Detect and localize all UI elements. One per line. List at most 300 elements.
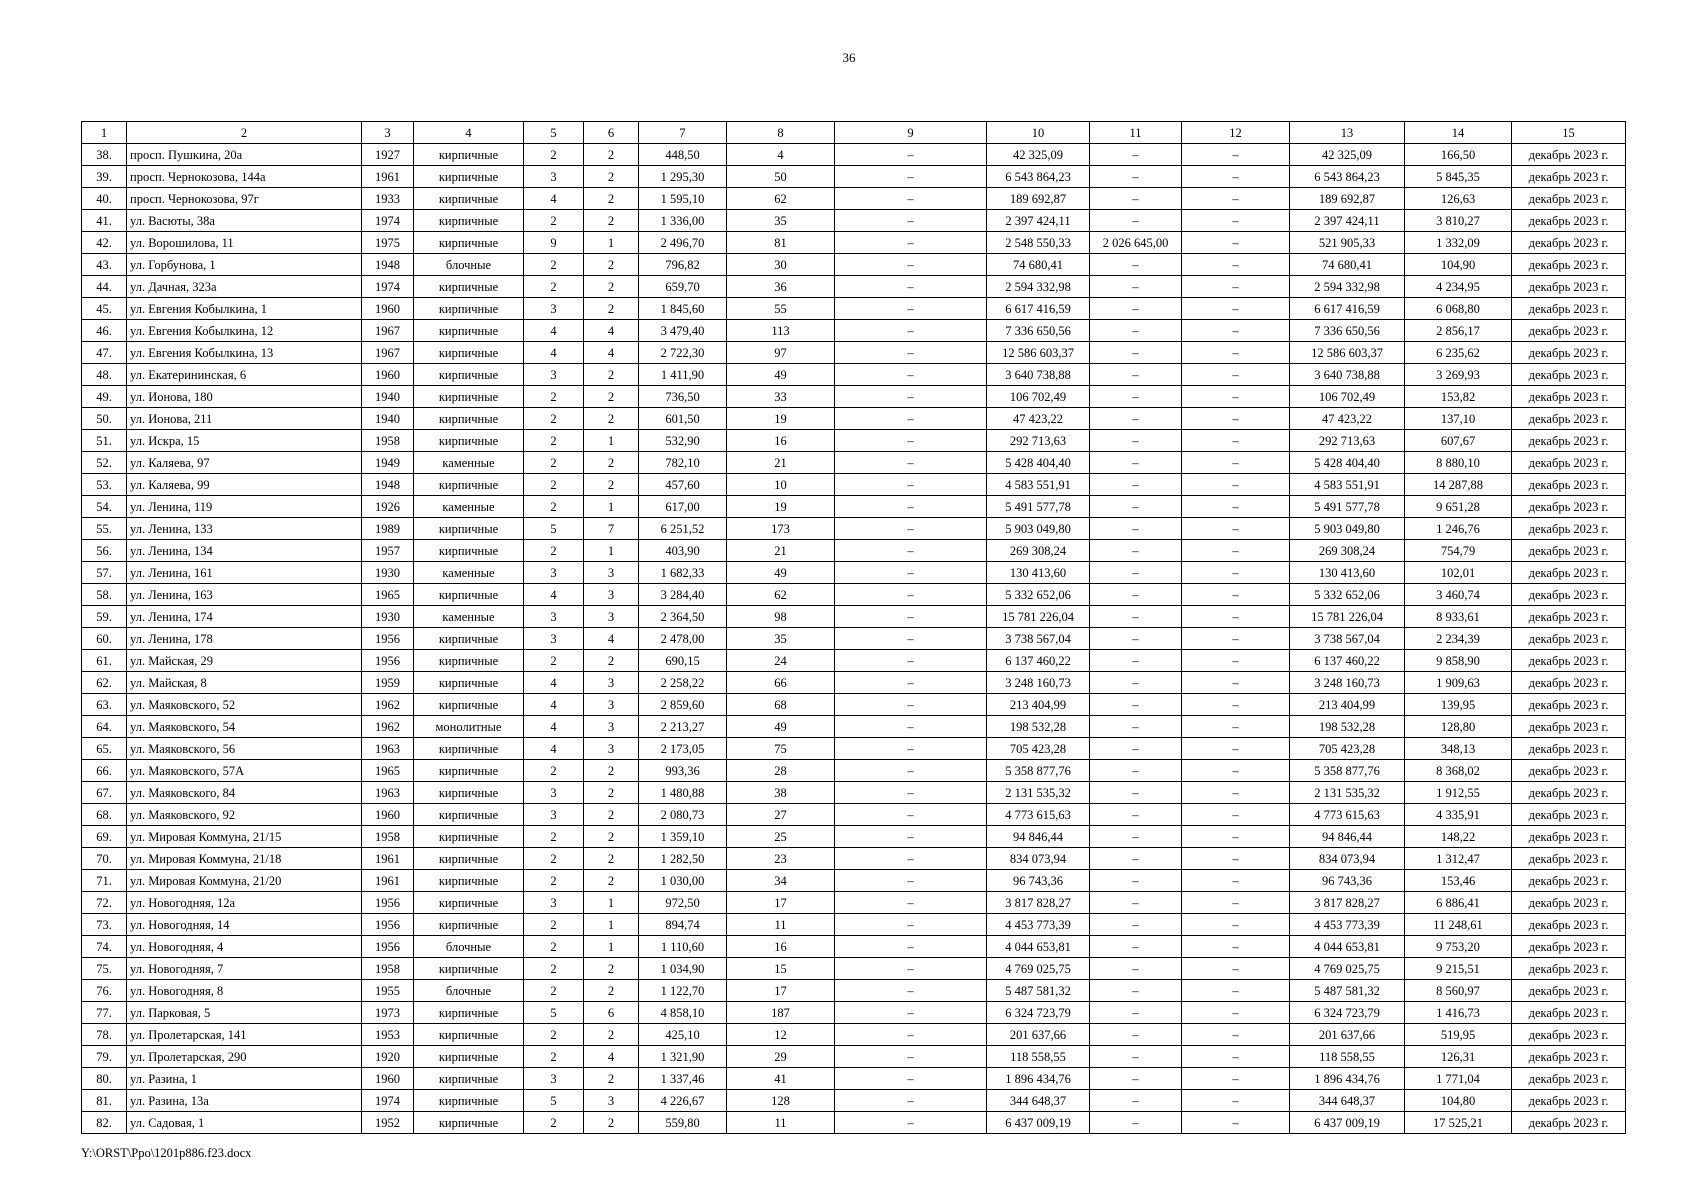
cell-completion-date: декабрь 2023 г. xyxy=(1512,672,1626,694)
cell-total-area: 2 258,22 xyxy=(639,672,727,694)
cell-address: ул. Евгения Кобылкина, 13 xyxy=(127,342,362,364)
cell-col-13: 4 773 615,63 xyxy=(1290,804,1405,826)
cell-residents: 30 xyxy=(727,254,835,276)
cell-row-number: 57. xyxy=(82,562,127,584)
cell-row-number: 60. xyxy=(82,628,127,650)
cell-col-10: 4 044 653,81 xyxy=(987,936,1090,958)
cell-col-10: 6 437 009,19 xyxy=(987,1112,1090,1134)
cell-row-number: 42. xyxy=(82,232,127,254)
cell-address: ул. Искра, 15 xyxy=(127,430,362,452)
cell-completion-date: декабрь 2023 г. xyxy=(1512,826,1626,848)
cell-col-11: – xyxy=(1090,452,1182,474)
cell-completion-date: декабрь 2023 г. xyxy=(1512,1002,1626,1024)
cell-col-14: 6 886,41 xyxy=(1405,892,1512,914)
cell-completion-date: декабрь 2023 г. xyxy=(1512,1046,1626,1068)
cell-residents: 55 xyxy=(727,298,835,320)
cell-floors: 4 xyxy=(524,738,584,760)
cell-floors: 2 xyxy=(524,496,584,518)
cell-residents: 11 xyxy=(727,914,835,936)
cell-wall-material: кирпичные xyxy=(414,1090,524,1112)
cell-wall-material: кирпичные xyxy=(414,342,524,364)
cell-col-12: – xyxy=(1182,672,1290,694)
cell-col-10: 5 358 877,76 xyxy=(987,760,1090,782)
cell-address: ул. Каляева, 97 xyxy=(127,452,362,474)
column-header-12: 12 xyxy=(1182,122,1290,144)
cell-row-number: 47. xyxy=(82,342,127,364)
table-row xyxy=(82,606,1626,628)
cell-col-13: 292 713,63 xyxy=(1290,430,1405,452)
cell-col-12: – xyxy=(1182,518,1290,540)
cell-address: ул. Ленина, 174 xyxy=(127,606,362,628)
cell-col-11: – xyxy=(1090,342,1182,364)
cell-wall-material: каменные xyxy=(414,562,524,584)
cell-address: ул. Ленина, 161 xyxy=(127,562,362,584)
cell-col-9: – xyxy=(835,232,987,254)
cell-wall-material: кирпичные xyxy=(414,782,524,804)
cell-completion-date: декабрь 2023 г. xyxy=(1512,1068,1626,1090)
cell-row-number: 46. xyxy=(82,320,127,342)
cell-col-12: – xyxy=(1182,694,1290,716)
cell-entrances: 1 xyxy=(584,936,639,958)
cell-col-12: – xyxy=(1182,1046,1290,1068)
cell-col-10: 15 781 226,04 xyxy=(987,606,1090,628)
cell-col-12: – xyxy=(1182,980,1290,1002)
cell-address: ул. Каляева, 99 xyxy=(127,474,362,496)
table-row xyxy=(82,144,1626,166)
cell-col-13: 3 738 567,04 xyxy=(1290,628,1405,650)
cell-year-built: 1960 xyxy=(362,364,414,386)
cell-row-number: 72. xyxy=(82,892,127,914)
cell-wall-material: кирпичные xyxy=(414,298,524,320)
cell-year-built: 1948 xyxy=(362,254,414,276)
cell-floors: 3 xyxy=(524,804,584,826)
cell-year-built: 1961 xyxy=(362,848,414,870)
cell-entrances: 2 xyxy=(584,760,639,782)
table-row xyxy=(82,760,1626,782)
cell-col-9: – xyxy=(835,408,987,430)
column-header-11: 11 xyxy=(1090,122,1182,144)
cell-floors: 2 xyxy=(524,958,584,980)
table-row xyxy=(82,452,1626,474)
cell-col-13: 521 905,33 xyxy=(1290,232,1405,254)
cell-total-area: 2 213,27 xyxy=(639,716,727,738)
cell-row-number: 64. xyxy=(82,716,127,738)
cell-address: ул. Ленина, 133 xyxy=(127,518,362,540)
cell-completion-date: декабрь 2023 г. xyxy=(1512,914,1626,936)
cell-col-10: 12 586 603,37 xyxy=(987,342,1090,364)
cell-col-12: – xyxy=(1182,166,1290,188)
cell-entrances: 2 xyxy=(584,386,639,408)
table-row xyxy=(82,254,1626,276)
cell-total-area: 1 110,60 xyxy=(639,936,727,958)
cell-completion-date: декабрь 2023 г. xyxy=(1512,518,1626,540)
cell-col-11: – xyxy=(1090,408,1182,430)
cell-address: ул. Новогодняя, 14 xyxy=(127,914,362,936)
cell-col-9: – xyxy=(835,650,987,672)
cell-col-13: 6 617 416,59 xyxy=(1290,298,1405,320)
cell-total-area: 1 336,00 xyxy=(639,210,727,232)
cell-col-9: – xyxy=(835,342,987,364)
cell-col-14: 126,31 xyxy=(1405,1046,1512,1068)
cell-total-area: 425,10 xyxy=(639,1024,727,1046)
cell-entrances: 3 xyxy=(584,672,639,694)
cell-col-9: – xyxy=(835,188,987,210)
table-row xyxy=(82,518,1626,540)
cell-address: ул. Маяковского, 52 xyxy=(127,694,362,716)
cell-col-13: 2 131 535,32 xyxy=(1290,782,1405,804)
cell-total-area: 690,15 xyxy=(639,650,727,672)
cell-entrances: 3 xyxy=(584,606,639,628)
cell-wall-material: каменные xyxy=(414,452,524,474)
cell-year-built: 1953 xyxy=(362,1024,414,1046)
cell-address: ул. Пролетарская, 141 xyxy=(127,1024,362,1046)
cell-entrances: 2 xyxy=(584,188,639,210)
cell-wall-material: кирпичные xyxy=(414,320,524,342)
cell-residents: 128 xyxy=(727,1090,835,1112)
cell-row-number: 67. xyxy=(82,782,127,804)
cell-wall-material: блочные xyxy=(414,254,524,276)
cell-col-10: 834 073,94 xyxy=(987,848,1090,870)
cell-col-12: – xyxy=(1182,914,1290,936)
cell-address: просп. Чернокозова, 144а xyxy=(127,166,362,188)
column-header-13: 13 xyxy=(1290,122,1405,144)
cell-year-built: 1962 xyxy=(362,716,414,738)
cell-entrances: 2 xyxy=(584,826,639,848)
cell-col-10: 2 397 424,11 xyxy=(987,210,1090,232)
cell-residents: 15 xyxy=(727,958,835,980)
cell-col-14: 6 068,80 xyxy=(1405,298,1512,320)
cell-col-10: 6 543 864,23 xyxy=(987,166,1090,188)
cell-col-12: – xyxy=(1182,496,1290,518)
cell-col-14: 1 332,09 xyxy=(1405,232,1512,254)
table-row xyxy=(82,364,1626,386)
cell-col-14: 3 810,27 xyxy=(1405,210,1512,232)
cell-floors: 2 xyxy=(524,210,584,232)
column-header-1: 1 xyxy=(82,122,127,144)
cell-col-11: – xyxy=(1090,936,1182,958)
cell-row-number: 50. xyxy=(82,408,127,430)
cell-wall-material: монолитные xyxy=(414,716,524,738)
table-row xyxy=(82,694,1626,716)
cell-col-12: – xyxy=(1182,738,1290,760)
cell-col-14: 8 368,02 xyxy=(1405,760,1512,782)
cell-entrances: 2 xyxy=(584,980,639,1002)
cell-col-10: 3 817 828,27 xyxy=(987,892,1090,914)
cell-floors: 2 xyxy=(524,1024,584,1046)
table-row xyxy=(82,276,1626,298)
cell-col-9: – xyxy=(835,254,987,276)
cell-address: ул. Новогодняя, 7 xyxy=(127,958,362,980)
table-row xyxy=(82,232,1626,254)
cell-col-11: – xyxy=(1090,628,1182,650)
cell-col-12: – xyxy=(1182,452,1290,474)
cell-wall-material: кирпичные xyxy=(414,408,524,430)
cell-col-9: – xyxy=(835,1024,987,1046)
cell-floors: 2 xyxy=(524,914,584,936)
cell-col-13: 5 487 581,32 xyxy=(1290,980,1405,1002)
cell-entrances: 6 xyxy=(584,1002,639,1024)
cell-wall-material: кирпичные xyxy=(414,958,524,980)
cell-residents: 24 xyxy=(727,650,835,672)
cell-address: ул. Маяковского, 54 xyxy=(127,716,362,738)
cell-wall-material: кирпичные xyxy=(414,276,524,298)
cell-completion-date: декабрь 2023 г. xyxy=(1512,408,1626,430)
cell-total-area: 736,50 xyxy=(639,386,727,408)
cell-address: ул. Майская, 29 xyxy=(127,650,362,672)
cell-residents: 17 xyxy=(727,980,835,1002)
cell-col-12: – xyxy=(1182,650,1290,672)
table-row xyxy=(82,1002,1626,1024)
cell-row-number: 49. xyxy=(82,386,127,408)
cell-col-13: 269 308,24 xyxy=(1290,540,1405,562)
cell-col-14: 126,63 xyxy=(1405,188,1512,210)
cell-col-13: 213 404,99 xyxy=(1290,694,1405,716)
cell-year-built: 1967 xyxy=(362,320,414,342)
cell-col-12: – xyxy=(1182,958,1290,980)
cell-entrances: 4 xyxy=(584,1046,639,1068)
table-row xyxy=(82,804,1626,826)
cell-completion-date: декабрь 2023 г. xyxy=(1512,540,1626,562)
cell-col-13: 5 428 404,40 xyxy=(1290,452,1405,474)
cell-col-9: – xyxy=(835,848,987,870)
cell-address: просп. Пушкина, 20а xyxy=(127,144,362,166)
cell-residents: 98 xyxy=(727,606,835,628)
cell-col-10: 5 332 652,06 xyxy=(987,584,1090,606)
cell-col-11: – xyxy=(1090,562,1182,584)
cell-completion-date: декабрь 2023 г. xyxy=(1512,276,1626,298)
cell-col-13: 189 692,87 xyxy=(1290,188,1405,210)
cell-residents: 62 xyxy=(727,584,835,606)
cell-total-area: 659,70 xyxy=(639,276,727,298)
cell-col-10: 6 137 460,22 xyxy=(987,650,1090,672)
cell-entrances: 1 xyxy=(584,892,639,914)
table-row xyxy=(82,672,1626,694)
cell-floors: 2 xyxy=(524,1112,584,1134)
cell-total-area: 1 030,00 xyxy=(639,870,727,892)
cell-wall-material: кирпичные xyxy=(414,628,524,650)
table-row xyxy=(82,474,1626,496)
cell-col-12: – xyxy=(1182,320,1290,342)
cell-year-built: 1973 xyxy=(362,1002,414,1024)
cell-col-14: 11 248,61 xyxy=(1405,914,1512,936)
header-row xyxy=(82,122,1626,144)
cell-col-12: – xyxy=(1182,760,1290,782)
table-row xyxy=(82,848,1626,870)
cell-col-12: – xyxy=(1182,386,1290,408)
cell-residents: 19 xyxy=(727,496,835,518)
cell-floors: 2 xyxy=(524,474,584,496)
cell-floors: 4 xyxy=(524,716,584,738)
table-row xyxy=(82,738,1626,760)
cell-wall-material: кирпичные xyxy=(414,364,524,386)
cell-col-14: 754,79 xyxy=(1405,540,1512,562)
cell-col-9: – xyxy=(835,562,987,584)
cell-col-13: 6 137 460,22 xyxy=(1290,650,1405,672)
cell-address: ул. Майская, 8 xyxy=(127,672,362,694)
cell-col-11: – xyxy=(1090,1090,1182,1112)
cell-col-13: 4 044 653,81 xyxy=(1290,936,1405,958)
cell-address: ул. Парковая, 5 xyxy=(127,1002,362,1024)
cell-year-built: 1940 xyxy=(362,386,414,408)
cell-col-13: 130 413,60 xyxy=(1290,562,1405,584)
cell-col-11: – xyxy=(1090,892,1182,914)
cell-residents: 33 xyxy=(727,386,835,408)
cell-col-10: 74 680,41 xyxy=(987,254,1090,276)
cell-col-13: 5 491 577,78 xyxy=(1290,496,1405,518)
cell-year-built: 1961 xyxy=(362,166,414,188)
cell-col-12: – xyxy=(1182,1090,1290,1112)
cell-completion-date: декабрь 2023 г. xyxy=(1512,760,1626,782)
cell-entrances: 4 xyxy=(584,342,639,364)
cell-completion-date: декабрь 2023 г. xyxy=(1512,1112,1626,1134)
cell-address: ул. Мировая Коммуна, 21/18 xyxy=(127,848,362,870)
cell-total-area: 2 496,70 xyxy=(639,232,727,254)
cell-completion-date: декабрь 2023 г. xyxy=(1512,892,1626,914)
cell-floors: 2 xyxy=(524,650,584,672)
cell-col-9: – xyxy=(835,628,987,650)
cell-row-number: 73. xyxy=(82,914,127,936)
cell-col-10: 96 743,36 xyxy=(987,870,1090,892)
cell-row-number: 38. xyxy=(82,144,127,166)
table-row xyxy=(82,1024,1626,1046)
cell-completion-date: декабрь 2023 г. xyxy=(1512,804,1626,826)
cell-entrances: 2 xyxy=(584,1068,639,1090)
cell-col-14: 4 234,95 xyxy=(1405,276,1512,298)
footer-file-path: Y:\ORST\Ppo\1201p886.f23.docx xyxy=(81,1146,252,1160)
cell-col-12: – xyxy=(1182,254,1290,276)
cell-completion-date: декабрь 2023 г. xyxy=(1512,320,1626,342)
cell-year-built: 1952 xyxy=(362,1112,414,1134)
cell-total-area: 1 337,46 xyxy=(639,1068,727,1090)
cell-residents: 29 xyxy=(727,1046,835,1068)
cell-col-14: 9 651,28 xyxy=(1405,496,1512,518)
cell-entrances: 4 xyxy=(584,628,639,650)
table-row xyxy=(82,166,1626,188)
cell-total-area: 3 284,40 xyxy=(639,584,727,606)
cell-col-13: 6 437 009,19 xyxy=(1290,1112,1405,1134)
cell-entrances: 3 xyxy=(584,716,639,738)
cell-year-built: 1975 xyxy=(362,232,414,254)
cell-col-13: 42 325,09 xyxy=(1290,144,1405,166)
cell-col-13: 12 586 603,37 xyxy=(1290,342,1405,364)
cell-col-14: 14 287,88 xyxy=(1405,474,1512,496)
cell-address: ул. Ленина, 163 xyxy=(127,584,362,606)
table-row xyxy=(82,980,1626,1002)
cell-col-9: – xyxy=(835,606,987,628)
cell-total-area: 1 282,50 xyxy=(639,848,727,870)
cell-col-12: – xyxy=(1182,562,1290,584)
cell-entrances: 2 xyxy=(584,848,639,870)
table-row xyxy=(82,188,1626,210)
cell-col-11: – xyxy=(1090,364,1182,386)
cell-floors: 2 xyxy=(524,144,584,166)
cell-col-10: 4 583 551,91 xyxy=(987,474,1090,496)
cell-col-13: 6 324 723,79 xyxy=(1290,1002,1405,1024)
cell-year-built: 1962 xyxy=(362,694,414,716)
cell-address: ул. Маяковского, 56 xyxy=(127,738,362,760)
cell-completion-date: декабрь 2023 г. xyxy=(1512,958,1626,980)
cell-completion-date: декабрь 2023 г. xyxy=(1512,496,1626,518)
cell-floors: 2 xyxy=(524,276,584,298)
cell-col-11: – xyxy=(1090,166,1182,188)
cell-col-11: – xyxy=(1090,496,1182,518)
cell-col-14: 1 246,76 xyxy=(1405,518,1512,540)
cell-col-11: – xyxy=(1090,782,1182,804)
cell-col-14: 519,95 xyxy=(1405,1024,1512,1046)
column-header-2: 2 xyxy=(127,122,362,144)
cell-entrances: 1 xyxy=(584,430,639,452)
cell-col-14: 8 933,61 xyxy=(1405,606,1512,628)
cell-address: ул. Маяковского, 84 xyxy=(127,782,362,804)
cell-col-9: – xyxy=(835,958,987,980)
cell-entrances: 1 xyxy=(584,914,639,936)
cell-col-14: 9 858,90 xyxy=(1405,650,1512,672)
cell-col-14: 1 416,73 xyxy=(1405,1002,1512,1024)
cell-col-9: – xyxy=(835,826,987,848)
cell-entrances: 2 xyxy=(584,870,639,892)
cell-floors: 3 xyxy=(524,1068,584,1090)
cell-wall-material: кирпичные xyxy=(414,870,524,892)
cell-row-number: 74. xyxy=(82,936,127,958)
cell-total-area: 6 251,52 xyxy=(639,518,727,540)
cell-address: ул. Ионова, 211 xyxy=(127,408,362,430)
cell-total-area: 617,00 xyxy=(639,496,727,518)
cell-col-9: – xyxy=(835,540,987,562)
cell-col-11: – xyxy=(1090,848,1182,870)
cell-address: просп. Чернокозова, 97г xyxy=(127,188,362,210)
cell-col-13: 5 332 652,06 xyxy=(1290,584,1405,606)
cell-wall-material: кирпичные xyxy=(414,144,524,166)
cell-col-11: – xyxy=(1090,980,1182,1002)
cell-col-12: – xyxy=(1182,870,1290,892)
cell-total-area: 1 411,90 xyxy=(639,364,727,386)
table-row xyxy=(82,386,1626,408)
column-header-4: 4 xyxy=(414,122,524,144)
cell-col-10: 344 648,37 xyxy=(987,1090,1090,1112)
cell-total-area: 2 722,30 xyxy=(639,342,727,364)
cell-row-number: 58. xyxy=(82,584,127,606)
cell-year-built: 1927 xyxy=(362,144,414,166)
cell-col-13: 4 583 551,91 xyxy=(1290,474,1405,496)
cell-col-10: 2 131 535,32 xyxy=(987,782,1090,804)
cell-wall-material: блочные xyxy=(414,936,524,958)
cell-col-14: 148,22 xyxy=(1405,826,1512,848)
cell-completion-date: декабрь 2023 г. xyxy=(1512,166,1626,188)
cell-col-11: – xyxy=(1090,958,1182,980)
cell-year-built: 1949 xyxy=(362,452,414,474)
cell-col-12: – xyxy=(1182,474,1290,496)
cell-col-13: 106 702,49 xyxy=(1290,386,1405,408)
cell-floors: 4 xyxy=(524,694,584,716)
cell-col-9: – xyxy=(835,430,987,452)
cell-col-11: – xyxy=(1090,760,1182,782)
cell-floors: 4 xyxy=(524,672,584,694)
cell-col-9: – xyxy=(835,1046,987,1068)
cell-entrances: 2 xyxy=(584,298,639,320)
cell-wall-material: кирпичные xyxy=(414,540,524,562)
cell-total-area: 2 859,60 xyxy=(639,694,727,716)
cell-row-number: 63. xyxy=(82,694,127,716)
table-row xyxy=(82,1090,1626,1112)
cell-row-number: 53. xyxy=(82,474,127,496)
cell-col-10: 2 594 332,98 xyxy=(987,276,1090,298)
cell-row-number: 45. xyxy=(82,298,127,320)
cell-floors: 5 xyxy=(524,518,584,540)
cell-col-9: – xyxy=(835,914,987,936)
cell-floors: 3 xyxy=(524,782,584,804)
cell-col-12: – xyxy=(1182,936,1290,958)
cell-wall-material: кирпичные xyxy=(414,474,524,496)
